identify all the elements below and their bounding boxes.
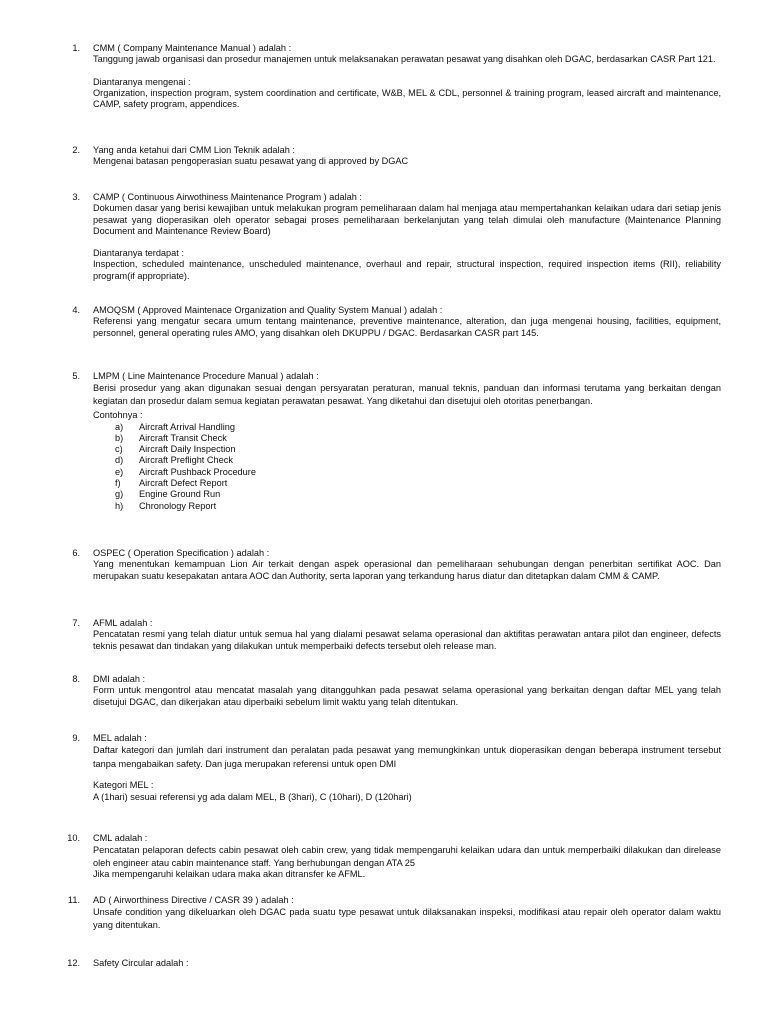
item-subtitle: Diantaranya mengenai : <box>93 76 191 87</box>
item-title: AFML adalah : <box>93 618 153 628</box>
example-list <box>93 422 721 512</box>
item-body <box>93 833 721 881</box>
item-body <box>93 43 721 110</box>
item-title: AD ( Airworthiness Directive / CASR 39 ) adalah : <box>93 895 294 905</box>
item-body <box>93 371 721 512</box>
item-number: 6. <box>72 548 80 558</box>
item-title: DMI adalah : <box>93 674 146 684</box>
list-label: Engine Ground Run <box>139 489 221 500</box>
item-subtitle: Kategori MEL : <box>93 780 154 791</box>
list-label: Aircraft Preflight Check <box>139 455 233 466</box>
item-number: 10. <box>67 833 80 843</box>
list-label: Aircraft Daily Inspection <box>139 444 236 455</box>
list-letter: d) <box>115 455 124 466</box>
list-item <box>93 455 721 466</box>
item-title: CMM ( Company Maintenance Manual ) adalah : <box>93 43 292 53</box>
item-title: MEL adalah : <box>93 733 147 743</box>
item-number: 3. <box>72 192 80 202</box>
list-letter: a) <box>115 421 124 432</box>
list-letter: h) <box>115 500 124 511</box>
item-subtext: A (1hari) sesuai referensi yg ada dalam MEL, B (3hari), C (10hari), D (120hari) <box>93 791 412 802</box>
item-text: Berisi prosedur yang akan digunakan sesuai dengan persyaratan peraturan, manual teknis, panduan dan informasi terutama yang berkaitan dengan kegiatan dan prosedur dalam semua kegiatan perawatan pesawat. Yang diketahui dan disetujui oleh otoritas penerbangan. <box>93 383 721 406</box>
list-label: Aircraft Pushback Procedure <box>139 466 256 477</box>
list-item <box>93 501 721 512</box>
item-body <box>93 674 721 708</box>
item-title: AMOQSM ( Approved Maintenace Organization and Quality System Manual ) adalah : <box>93 305 443 315</box>
item-body <box>93 958 721 969</box>
item-number: 9. <box>72 733 80 743</box>
item-title: CML adalah : <box>93 833 148 843</box>
item-body <box>93 145 721 168</box>
list-label: Aircraft Defect Report <box>139 478 228 489</box>
item-number: 2. <box>72 145 80 155</box>
item-body <box>93 305 721 339</box>
item-text: Mengenai batasan pengoperasian suatu pesawat yang di approved by DGAC <box>93 156 409 167</box>
item-text: Daftar kategori dan jumlah dari instrument dan peralatan pada pesawat yang memungkinkan untuk dioperasikan dengan beberapa instrument tersebut tanpa mengabaikan safety. Dan juga merupakan referensi untuk open DMI <box>93 745 721 769</box>
item-title: OSPEC ( Operation Specification ) adalah : <box>93 548 270 558</box>
item-number: 8. <box>72 674 80 684</box>
item-body <box>93 618 721 652</box>
list-item <box>93 422 721 433</box>
item-number: 5. <box>72 371 80 381</box>
list-letter: f) <box>115 478 121 489</box>
list-item <box>93 444 721 455</box>
item-subtext: Inspection, scheduled maintenance, unscheduled maintenance, overhaul and repair, structural inspection, required inspection items (RII), reliability program(if appropriate). <box>93 259 721 281</box>
list-item <box>93 467 721 478</box>
item-number: 12. <box>67 958 80 968</box>
item-text: Form untuk mengontrol atau mencatat masalah yang ditangguhkan pada pesawat selama operasional yang berkaitan dengan daftar MEL yang telah disetujui DGAC, dan dikerjakan atau diperbaiki sebelum limit waktu yang telah ditentukan. <box>93 685 721 707</box>
item-title: Safety Circular adalah : <box>93 958 189 968</box>
item-text: Pencatatan resmi yang telah diatur untuk semua hal yang dialami pesawat selama operasional dan aktifitas perawatan antara pilot dan engineer, defects teknis pesawat dan tindakan yang dilakukan untuk memperbaiki defects tersebut oleh release man. <box>93 629 721 651</box>
item-number: 11. <box>67 895 80 905</box>
item-list-title: Contohnya : <box>93 410 143 421</box>
list-label: Aircraft Arrival Handling <box>139 421 235 432</box>
item-body <box>93 895 721 931</box>
item-body <box>93 733 721 803</box>
item-text: Tanggung jawab organisasi dan prosedur manajemen untuk melaksanakan perawatan pesawat yang disahkan oleh DGAC, berdasarkan CASR Part 121. <box>93 54 716 65</box>
list-item <box>93 433 721 444</box>
list-letter: e) <box>115 466 124 477</box>
item-text: Dokumen dasar yang berisi kewajiban untuk melakukan program pemeliharaan dalam hal menjaga atau mempertahankan kelaikan udara dari setiap jenis pesawat yang dioperasikan oleh operator sebagai proses pemeliharaan berkelanjutan yang telah dimulai oleh manufacture (Maintenance Planning Document and Maintenance Review Board) <box>93 203 721 236</box>
list-label: Aircraft Transit Check <box>139 432 227 443</box>
item-text: Referensi yang mengatur secara umum tentang maintenance, preventive maintenance, alteration, dan juga mengenai housing, facilities, equipment, personnel, general operating rules AMO, yang disahkan oleh DKUPPU / DGAC. Berdasarkan CASR part 145. <box>93 316 721 338</box>
item-title: Yang anda ketahui dari CMM Lion Teknik adalah : <box>93 145 295 155</box>
item-number: 4. <box>72 305 80 315</box>
item-text: Yang menentukan kemampuan Lion Air terkait dengan aspek operasional dan pemeliharaan sehubungan dengan penerbitan sertifikat AOC. Dan merupakan suatu kesepakatan antara AOC dan Authority, serta laporan yang terkandung harus diatur dan ditetapkan dalam CMM & CAMP. <box>93 559 721 581</box>
list-item <box>93 489 721 500</box>
list-item <box>93 478 721 489</box>
item-text: Pencatatan pelaporan defects cabin pesawat oleh cabin crew, yang tidak mempengaruhi kelaikan udara dan untuk memperbaiki dilakukan dan direlease oleh engineer atau cabin maintenance staff. Yang berhubungan dengan ATA 25 <box>93 845 721 868</box>
item-body <box>93 192 721 282</box>
list-label: Chronology Report <box>139 500 217 511</box>
item-number: 1. <box>72 43 80 53</box>
list-letter: g) <box>115 489 124 500</box>
item-title: LMPM ( Line Maintenance Procedure Manual ) adalah : <box>93 371 319 381</box>
item-subtext: Organization, inspection program, system coordination and certificate, W&B, MEL & CDL, personnel & training program, leased aircraft and maintenance, CAMP, safety program, appendices. <box>93 87 721 110</box>
item-number: 7. <box>72 618 80 628</box>
item-text-2: Jika mempengaruhi kelaikan udara maka akan ditransfer ke AFML. <box>93 869 366 880</box>
item-body <box>93 548 721 582</box>
item-title: CAMP ( Continuous Airwothiness Maintenance Program ) adalah : <box>93 192 362 202</box>
item-text: Unsafe condition yang dikeluarkan oleh DGAC pada suatu type pesawat untuk dilaksanakan inspeksi, modifikasi atau repair oleh operator dalam waktu yang ditentukan. <box>93 907 721 930</box>
list-letter: b) <box>115 432 124 443</box>
list-letter: c) <box>115 444 123 455</box>
item-subtitle: Diantaranya terdapat : <box>93 248 184 259</box>
